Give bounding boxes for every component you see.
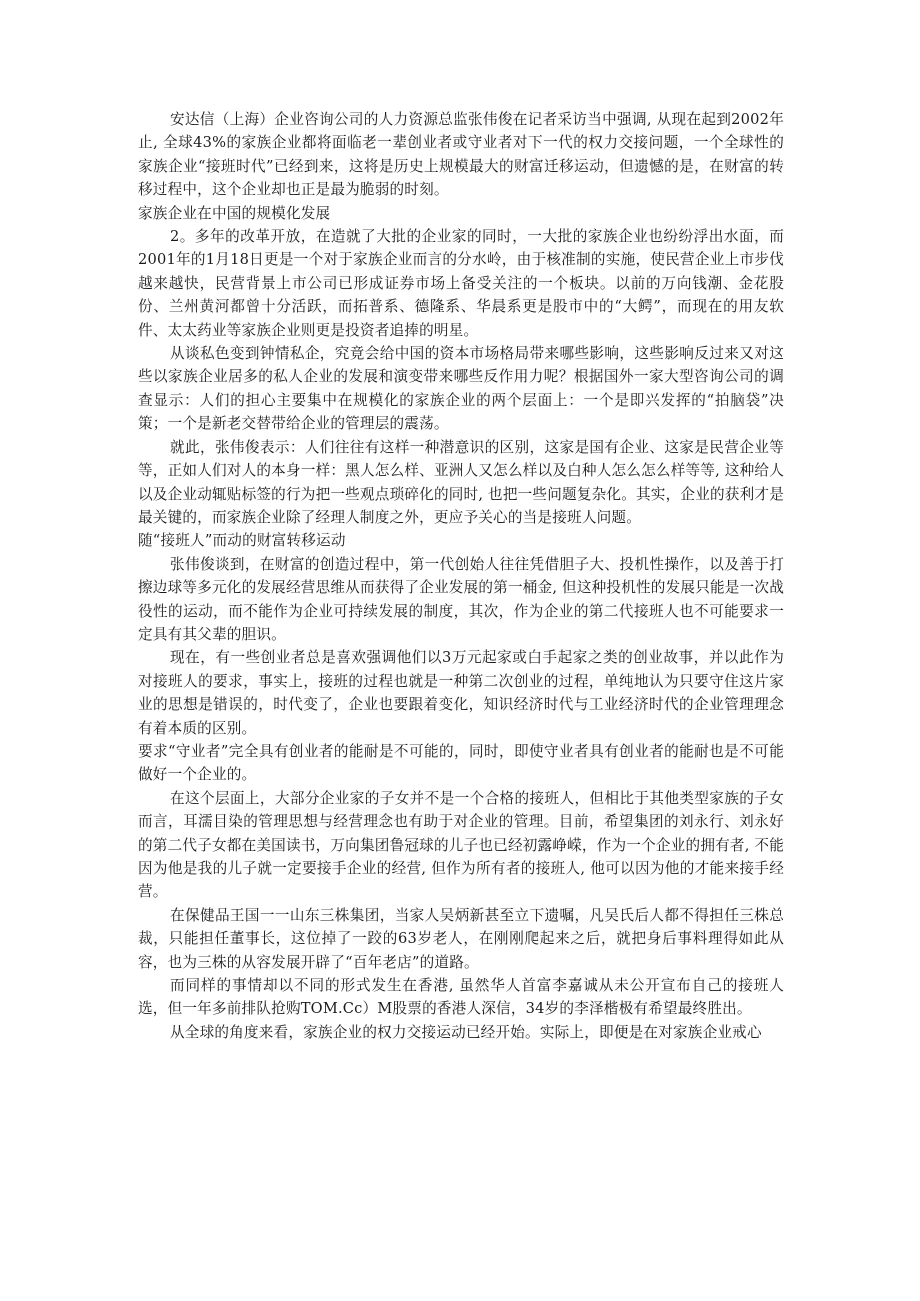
body-paragraph: 从全球的角度来看，家族企业的权力交接运动已经开始。实际上，即便是在对家族企业戒心 xyxy=(170,1023,762,1041)
body-paragraph: 要求“守业者”完全具有创业者的能耐是不可能的，同时，即使守业者具有创业者的能耐也是不可能做好一个企业的。 xyxy=(138,742,784,784)
body-paragraph: 就此，张伟俊表示：人们往往有这样一种潜意识的区别，这家是国有企业、这家是民营企业等等，正如人们对人的本身一样：黑人怎么样、亚洲人又怎么样以及白种人怎么怎么样等等, 这种给人以及企业动辄贴标签的行为把一些观点琐碎化的同时, 也把一些问题复杂化。其实，企业的获利才是最关键的，而家族企业除了经理人制度之外，更应予关心的当是接班人问题。 xyxy=(138,438,784,526)
section-heading-scale-development: 家族企业在中国的规模化发展 xyxy=(138,204,331,222)
intro-paragraph: 安达信（上海）企业咨询公司的人力资源总监张伟俊在记者采访当中强调, 从现在起到2002年止, 全球43%的家族企业都将面临老一辈创业者或守业者对下一代的权力交接问题，一个全球性的家族企业“接班时代”已经到来，这将是历史上规模最大的财富迁移运动，但遗憾的是，在财富的转移过程中，这个企业却也正是最为脆弱的时刻。 xyxy=(138,111,784,199)
body-paragraph: 而同样的事情却以不同的形式发生在香港, 虽然华人首富李嘉诚从未公开宣布自己的接班人选，但一年多前排队抢购TOM.Cc）M股票的香港人深信，34岁的李泽楷极有希望最终胜出。 xyxy=(138,977,784,1018)
document-page xyxy=(138,108,784,1044)
section-heading-successor-wealth-transfer: 随“接班人”而动的财富转移运动 xyxy=(138,532,346,550)
body-paragraph: 在这个层面上，大部分企业家的子女并不是一个合格的接班人，但相比于其他类型家族的子女而言，耳濡目染的管理思想与经营理念也有助于对企业的管理。目前，希望集团的刘永行、刘永好的第二代子女都在美国读书，万向集团鲁冠球的儿子也已经初露峥嵘，作为一个企业的拥有者, 不能因为他是我的儿子就一定要接手企业的经营, 但作为所有者的接班人, 他可以因为他的才能来接手经营。 xyxy=(138,789,784,901)
body-paragraph: 现在，有一些创业者总是喜欢强调他们以3万元起家或白手起家之类的创业故事，并以此作为对接班人的要求，事实上，接班的过程也就是一种第二次创业的过程，单纯地认为只要守住这片家业的思想是错误的，时代变了，企业也要跟着变化，知识经济时代与工业经济时代的企业管理理念有着本质的区别。 xyxy=(138,649,784,737)
body-paragraph: 在保健品王国一一山东三株集团，当家人吴炳新甚至立下遗嘱，凡吴氏后人都不得担任三株总裁，只能担任董事长，这位掉了一跤的63岁老人，在刚刚爬起来之后，就把身后事料理得如此从容，也为三株的从容发展开辟了“百年老店”的道路。 xyxy=(138,906,784,971)
body-paragraph: 张伟俊谈到，在财富的创造过程中，第一代创始人往往凭借胆子大、投机性操作，以及善于打擦边球等多元化的发展经营思维从而获得了企业发展的第一桶金, 但这种投机性的发展只能是一次战役性的运动，而不能作为企业可持续发展的制度，其次，作为企业的第二代接班人也不可能要求一定具有其父辈的胆识。 xyxy=(138,555,784,643)
body-paragraph: 2。多年的改革开放，在造就了大批的企业家的同时，一大批的家族企业也纷纷浮出水面，而2001年的1月18日更是一个对于家族企业而言的分水岭，由于核准制的实施，使民营企业上市步伐越来越快，民营背景上市公司已形成证券市场上备受关注的一个板块。以前的万向钱潮、金花股份、兰州黄河都曾十分活跃，而拓普系、德隆系、华晨系更是股市中的“大鳄”，而现在的用友软件、太太药业等家族企业则更是投资者追捧的明星。 xyxy=(138,228,784,339)
body-paragraph: 从谈私色变到钟情私企，究竟会给中国的资本市场格局带来哪些影响，这些影响反过来又对这些以家族企业居多的私人企业的发展和演变带来哪些反作用力呢？根据国外一家大型咨询公司的调查显示：人们的担心主要集中在规模化的家族企业的两个层面上：一个是即兴发挥的“拍脑袋”决策；一个是新老交替带给企业的管理层的震荡。 xyxy=(138,345,784,433)
